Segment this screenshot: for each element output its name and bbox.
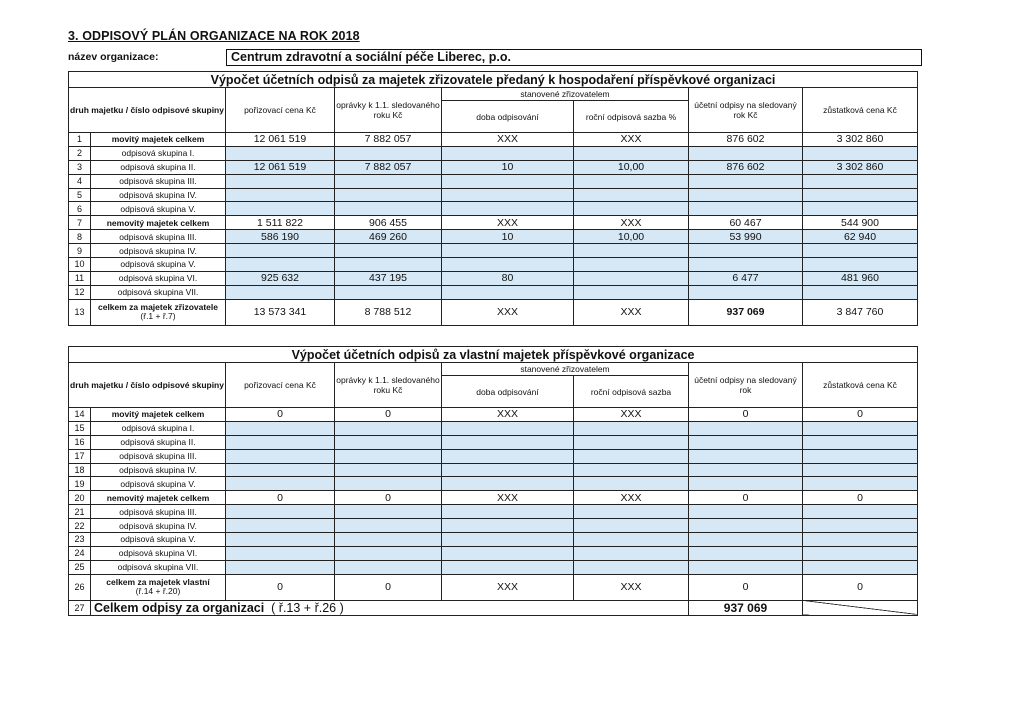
depreciation-cell[interactable] bbox=[689, 285, 803, 299]
row-number: 4 bbox=[69, 174, 91, 188]
row-number: 17 bbox=[69, 449, 91, 463]
row-label: movitý majetek celkem bbox=[91, 408, 226, 422]
row-number: 18 bbox=[69, 463, 91, 477]
header-period: doba odpisování bbox=[442, 376, 574, 408]
cost-cell[interactable] bbox=[226, 533, 335, 547]
corrections-cell[interactable] bbox=[335, 435, 442, 449]
rate-cell[interactable]: XXX bbox=[574, 491, 689, 505]
depreciation-cell[interactable] bbox=[689, 533, 803, 547]
grand-total-depreciation: 937 069 bbox=[689, 600, 803, 615]
row-label: odpisová skupina IV. bbox=[91, 188, 226, 202]
cost-cell[interactable] bbox=[226, 258, 335, 272]
rate-cell[interactable]: 10,00 bbox=[574, 230, 689, 244]
total-row bbox=[69, 299, 918, 325]
header-asset-group: druh majetku / číslo odpisové skupiny bbox=[69, 363, 226, 408]
total-cost-cell: 13 573 341 bbox=[226, 299, 335, 325]
grand-total-range: ( ř.13 + ř.26 ) bbox=[271, 600, 344, 615]
total-label-range: (ř.1 + ř.7) bbox=[140, 311, 176, 322]
corrections-cell[interactable] bbox=[335, 285, 442, 299]
corrections-cell[interactable]: 906 455 bbox=[335, 216, 442, 230]
depreciation-cell[interactable] bbox=[689, 477, 803, 491]
period-cell[interactable] bbox=[442, 285, 574, 299]
header-corrections: oprávky k 1.1. sledovaného roku Kč bbox=[335, 363, 442, 408]
header-asset-group: druh majetku / číslo odpisové skupiny bbox=[69, 88, 226, 133]
row-label: nemovitý majetek celkem bbox=[91, 216, 226, 230]
cost-cell[interactable] bbox=[226, 244, 335, 258]
row-label: nemovitý majetek celkem bbox=[91, 491, 226, 505]
row-number: 10 bbox=[69, 258, 91, 272]
period-cell[interactable] bbox=[442, 560, 574, 574]
total-label-text: celkem za majetek zřizovatele bbox=[97, 301, 218, 312]
period-cell[interactable]: XXX bbox=[442, 491, 574, 505]
cost-cell[interactable]: 925 632 bbox=[226, 271, 335, 285]
table-row bbox=[69, 533, 918, 547]
depreciation-cell[interactable] bbox=[689, 560, 803, 574]
depreciation-cell[interactable]: 0 bbox=[689, 491, 803, 505]
row-number: 12 bbox=[69, 285, 91, 299]
period-cell[interactable] bbox=[442, 449, 574, 463]
header-residual: zůstatková cena Kč bbox=[803, 88, 918, 133]
residual-cell[interactable] bbox=[803, 174, 918, 188]
row-label: odpisová skupina IV. bbox=[91, 519, 226, 533]
corrections-cell[interactable] bbox=[335, 533, 442, 547]
row-number: 14 bbox=[69, 408, 91, 422]
row-label: odpisová skupina V. bbox=[91, 477, 226, 491]
corrections-cell[interactable] bbox=[335, 174, 442, 188]
depreciation-cell[interactable] bbox=[689, 202, 803, 216]
row-label: odpisová skupina V. bbox=[91, 533, 226, 547]
residual-cell[interactable] bbox=[803, 202, 918, 216]
table-row bbox=[69, 435, 918, 449]
rate-cell[interactable] bbox=[574, 463, 689, 477]
residual-cell[interactable]: 3 302 860 bbox=[803, 133, 918, 147]
residual-cell[interactable]: 62 940 bbox=[803, 230, 918, 244]
header-cost: pořizovací cena Kč bbox=[226, 363, 335, 408]
total-label bbox=[91, 299, 226, 325]
header-depreciation: účetní odpisy na sledovaný rok Kč bbox=[689, 88, 803, 133]
depreciation-cell[interactable] bbox=[689, 463, 803, 477]
period-cell[interactable]: XXX bbox=[442, 133, 574, 147]
table-row bbox=[69, 491, 918, 505]
depreciation-cell[interactable]: 0 bbox=[689, 408, 803, 422]
table-row bbox=[69, 546, 918, 560]
corrections-cell[interactable]: 7 882 057 bbox=[335, 160, 442, 174]
corrections-cell[interactable] bbox=[335, 477, 442, 491]
rate-cell[interactable] bbox=[574, 560, 689, 574]
period-cell[interactable] bbox=[442, 463, 574, 477]
period-cell[interactable] bbox=[442, 244, 574, 258]
total-label bbox=[91, 574, 226, 600]
residual-cell[interactable] bbox=[803, 505, 918, 519]
residual-cell[interactable] bbox=[803, 435, 918, 449]
row-label: odpisová skupina III. bbox=[91, 230, 226, 244]
table-row bbox=[69, 244, 918, 258]
period-cell[interactable] bbox=[442, 519, 574, 533]
row-number: 11 bbox=[69, 271, 91, 285]
cost-cell[interactable] bbox=[226, 188, 335, 202]
corrections-cell[interactable]: 469 260 bbox=[335, 230, 442, 244]
total-label-range: (ř.14 + ř.20) bbox=[135, 586, 181, 597]
row-label: odpisová skupina IV. bbox=[91, 463, 226, 477]
table-row bbox=[69, 133, 918, 147]
row-number: 15 bbox=[69, 421, 91, 435]
header-residual: zůstatková cena Kč bbox=[803, 363, 918, 408]
residual-cell[interactable] bbox=[803, 258, 918, 272]
row-number: 19 bbox=[69, 477, 91, 491]
row-number: 22 bbox=[69, 519, 91, 533]
residual-cell[interactable] bbox=[803, 421, 918, 435]
depreciation-cell[interactable]: 53 990 bbox=[689, 230, 803, 244]
section2-title: Výpočet účetních odpisů za vlastní majetek příspěvkové organizace bbox=[69, 347, 918, 363]
cost-cell[interactable] bbox=[226, 519, 335, 533]
table-row bbox=[69, 188, 918, 202]
table-row bbox=[69, 216, 918, 230]
residual-cell[interactable] bbox=[803, 533, 918, 547]
corrections-cell[interactable] bbox=[335, 505, 442, 519]
table-row bbox=[69, 258, 918, 272]
rate-cell[interactable] bbox=[574, 505, 689, 519]
depreciation-cell[interactable]: 60 467 bbox=[689, 216, 803, 230]
period-cell[interactable] bbox=[442, 146, 574, 160]
total-row bbox=[69, 574, 918, 600]
row-number: 9 bbox=[69, 244, 91, 258]
table-row bbox=[69, 160, 918, 174]
rate-cell[interactable]: XXX bbox=[574, 216, 689, 230]
row-label: odpisová skupina VI. bbox=[91, 271, 226, 285]
total-rate-cell: XXX bbox=[574, 574, 689, 600]
header-rate: roční odpisová sazba % bbox=[574, 101, 689, 133]
table-row bbox=[69, 271, 918, 285]
row-label: movitý majetek celkem bbox=[91, 133, 226, 147]
cost-cell[interactable]: 12 061 519 bbox=[226, 160, 335, 174]
rate-cell[interactable] bbox=[574, 285, 689, 299]
total-depreciation-cell: 937 069 bbox=[689, 299, 803, 325]
cost-cell[interactable] bbox=[226, 449, 335, 463]
corrections-cell[interactable] bbox=[335, 463, 442, 477]
rate-cell[interactable] bbox=[574, 477, 689, 491]
row-label: odpisová skupina I. bbox=[91, 421, 226, 435]
corrections-cell[interactable]: 0 bbox=[335, 491, 442, 505]
residual-cell[interactable]: 0 bbox=[803, 408, 918, 422]
period-cell[interactable] bbox=[442, 421, 574, 435]
corrections-cell[interactable] bbox=[335, 202, 442, 216]
rate-cell[interactable]: XXX bbox=[574, 408, 689, 422]
row-number: 24 bbox=[69, 546, 91, 560]
cost-cell[interactable] bbox=[226, 174, 335, 188]
period-cell[interactable]: 10 bbox=[442, 230, 574, 244]
corrections-cell[interactable] bbox=[335, 244, 442, 258]
total-period-cell: XXX bbox=[442, 574, 574, 600]
rate-cell[interactable] bbox=[574, 258, 689, 272]
cost-cell[interactable]: 0 bbox=[226, 491, 335, 505]
row-number: 13 bbox=[69, 299, 91, 325]
residual-cell[interactable]: 3 302 860 bbox=[803, 160, 918, 174]
residual-cell[interactable] bbox=[803, 560, 918, 574]
header-corrections: oprávky k 1.1. sledovaného roku Kč bbox=[335, 88, 442, 133]
rate-cell[interactable] bbox=[574, 449, 689, 463]
section1-title: Výpočet účetních odpisů za majetek zřizovatele předaný k hospodaření příspěvkové organizaci bbox=[69, 72, 918, 88]
rate-cell[interactable] bbox=[574, 435, 689, 449]
grand-total-residual-crossed bbox=[803, 600, 918, 615]
cost-cell[interactable] bbox=[226, 202, 335, 216]
period-cell[interactable] bbox=[442, 533, 574, 547]
depreciation-cell[interactable] bbox=[689, 546, 803, 560]
cost-cell[interactable] bbox=[226, 463, 335, 477]
row-label: odpisová skupina VII. bbox=[91, 285, 226, 299]
period-cell[interactable] bbox=[442, 505, 574, 519]
total-cost-cell: 0 bbox=[226, 574, 335, 600]
cost-cell[interactable] bbox=[226, 285, 335, 299]
total-rate-cell: XXX bbox=[574, 299, 689, 325]
residual-cell[interactable] bbox=[803, 285, 918, 299]
depreciation-cell[interactable] bbox=[689, 505, 803, 519]
row-number: 20 bbox=[69, 491, 91, 505]
period-cell[interactable] bbox=[442, 174, 574, 188]
table-row bbox=[69, 560, 918, 574]
depreciation-cell[interactable] bbox=[689, 146, 803, 160]
residual-cell[interactable]: 0 bbox=[803, 491, 918, 505]
row-number: 16 bbox=[69, 435, 91, 449]
rate-cell[interactable] bbox=[574, 174, 689, 188]
total-residual-cell: 3 847 760 bbox=[803, 299, 918, 325]
cost-cell[interactable] bbox=[226, 435, 335, 449]
corrections-cell[interactable] bbox=[335, 188, 442, 202]
corrections-cell[interactable] bbox=[335, 421, 442, 435]
row-number: 27 bbox=[69, 600, 91, 615]
cost-cell[interactable] bbox=[226, 546, 335, 560]
corrections-cell[interactable] bbox=[335, 146, 442, 160]
cost-cell[interactable]: 0 bbox=[226, 408, 335, 422]
period-cell[interactable] bbox=[442, 258, 574, 272]
period-cell[interactable]: XXX bbox=[442, 408, 574, 422]
rate-cell[interactable] bbox=[574, 188, 689, 202]
row-label: odpisová skupina VI. bbox=[91, 546, 226, 560]
row-number: 8 bbox=[69, 230, 91, 244]
row-label: odpisová skupina IV. bbox=[91, 244, 226, 258]
table-row bbox=[69, 463, 918, 477]
header-set-by-founder: stanovené zřizovatelem bbox=[442, 88, 689, 101]
org-name-field: Centrum zdravotní a sociální péče Liberec, p.o. bbox=[226, 49, 922, 66]
cost-cell[interactable] bbox=[226, 505, 335, 519]
header-set-by-founder: stanovené zřizovatelem bbox=[442, 363, 689, 376]
rate-cell[interactable] bbox=[574, 533, 689, 547]
depreciation-cell[interactable] bbox=[689, 421, 803, 435]
depreciation-cell[interactable] bbox=[689, 435, 803, 449]
period-cell[interactable] bbox=[442, 477, 574, 491]
rate-cell[interactable] bbox=[574, 519, 689, 533]
table-row bbox=[69, 174, 918, 188]
total-depreciation-cell: 0 bbox=[689, 574, 803, 600]
depreciation-cell[interactable] bbox=[689, 188, 803, 202]
row-number: 26 bbox=[69, 574, 91, 600]
cost-cell[interactable] bbox=[226, 421, 335, 435]
row-number: 23 bbox=[69, 533, 91, 547]
depreciation-cell[interactable] bbox=[689, 449, 803, 463]
cost-cell[interactable] bbox=[226, 560, 335, 574]
row-number: 2 bbox=[69, 146, 91, 160]
residual-cell[interactable]: 481 960 bbox=[803, 271, 918, 285]
row-number: 5 bbox=[69, 188, 91, 202]
residual-cell[interactable] bbox=[803, 546, 918, 560]
residual-cell[interactable] bbox=[803, 449, 918, 463]
cost-cell[interactable]: 12 061 519 bbox=[226, 133, 335, 147]
row-label: odpisová skupina III. bbox=[91, 505, 226, 519]
row-number: 6 bbox=[69, 202, 91, 216]
period-cell[interactable] bbox=[442, 202, 574, 216]
row-label: odpisová skupina V. bbox=[91, 202, 226, 216]
rate-cell[interactable]: 10,00 bbox=[574, 160, 689, 174]
cost-cell[interactable]: 1 511 822 bbox=[226, 216, 335, 230]
table-row bbox=[69, 519, 918, 533]
period-cell[interactable] bbox=[442, 435, 574, 449]
row-number: 7 bbox=[69, 216, 91, 230]
row-number: 25 bbox=[69, 560, 91, 574]
corrections-cell[interactable]: 7 882 057 bbox=[335, 133, 442, 147]
corrections-cell[interactable]: 0 bbox=[335, 408, 442, 422]
table-row bbox=[69, 408, 918, 422]
row-label: odpisová skupina II. bbox=[91, 160, 226, 174]
org-name-label: název organizace: bbox=[68, 51, 159, 63]
grand-total-label bbox=[91, 600, 689, 615]
depreciation-cell[interactable]: 876 602 bbox=[689, 133, 803, 147]
cost-cell[interactable] bbox=[226, 477, 335, 491]
row-label: odpisová skupina V. bbox=[91, 258, 226, 272]
row-number: 3 bbox=[69, 160, 91, 174]
period-cell[interactable]: XXX bbox=[442, 216, 574, 230]
depreciation-cell[interactable]: 6 477 bbox=[689, 271, 803, 285]
cost-cell[interactable] bbox=[226, 146, 335, 160]
rate-cell[interactable] bbox=[574, 271, 689, 285]
founder-assets-table bbox=[68, 71, 918, 326]
residual-cell[interactable] bbox=[803, 146, 918, 160]
cost-cell[interactable]: 586 190 bbox=[226, 230, 335, 244]
table-row bbox=[69, 285, 918, 299]
rate-cell[interactable]: XXX bbox=[574, 133, 689, 147]
total-corrections-cell: 8 788 512 bbox=[335, 299, 442, 325]
table-row bbox=[69, 505, 918, 519]
depreciation-cell[interactable]: 876 602 bbox=[689, 160, 803, 174]
grand-total-row bbox=[69, 600, 918, 615]
period-cell[interactable]: 10 bbox=[442, 160, 574, 174]
depreciation-cell[interactable] bbox=[689, 519, 803, 533]
residual-cell[interactable]: 544 900 bbox=[803, 216, 918, 230]
row-label: odpisová skupina VII. bbox=[91, 560, 226, 574]
table-row bbox=[69, 202, 918, 216]
corrections-cell[interactable] bbox=[335, 560, 442, 574]
rate-cell[interactable] bbox=[574, 421, 689, 435]
row-number: 1 bbox=[69, 133, 91, 147]
rate-cell[interactable] bbox=[574, 244, 689, 258]
period-cell[interactable] bbox=[442, 546, 574, 560]
corrections-cell[interactable] bbox=[335, 546, 442, 560]
row-label: odpisová skupina III. bbox=[91, 174, 226, 188]
rate-cell[interactable] bbox=[574, 202, 689, 216]
grand-total-text: Celkem odpisy za organizaci bbox=[94, 600, 265, 615]
table-row bbox=[69, 421, 918, 435]
depreciation-cell[interactable] bbox=[689, 244, 803, 258]
row-label: odpisová skupina I. bbox=[91, 146, 226, 160]
row-label: odpisová skupina III. bbox=[91, 449, 226, 463]
corrections-cell[interactable] bbox=[335, 258, 442, 272]
corrections-cell[interactable]: 437 195 bbox=[335, 271, 442, 285]
residual-cell[interactable] bbox=[803, 477, 918, 491]
residual-cell[interactable] bbox=[803, 244, 918, 258]
total-residual-cell: 0 bbox=[803, 574, 918, 600]
document-title: 3. ODPISOVÝ PLÁN ORGANIZACE NA ROK 2018 bbox=[68, 29, 360, 43]
corrections-cell[interactable] bbox=[335, 519, 442, 533]
table-row bbox=[69, 449, 918, 463]
period-cell[interactable] bbox=[442, 188, 574, 202]
row-label: odpisová skupina II. bbox=[91, 435, 226, 449]
depreciation-cell[interactable] bbox=[689, 174, 803, 188]
header-cost: pořizovací cena Kč bbox=[226, 88, 335, 133]
row-number: 21 bbox=[69, 505, 91, 519]
period-cell[interactable]: 80 bbox=[442, 271, 574, 285]
table-row bbox=[69, 477, 918, 491]
header-period: doba odpisování bbox=[442, 101, 574, 133]
table-row bbox=[69, 230, 918, 244]
rate-cell[interactable] bbox=[574, 546, 689, 560]
header-depreciation: účetní odpisy na sledovaný rok bbox=[689, 363, 803, 408]
corrections-cell[interactable] bbox=[335, 449, 442, 463]
residual-cell[interactable] bbox=[803, 463, 918, 477]
header-rate: roční odpisová sazba bbox=[574, 376, 689, 408]
residual-cell[interactable] bbox=[803, 519, 918, 533]
total-label-text: celkem za majetek vlastní bbox=[106, 576, 210, 587]
table-row bbox=[69, 146, 918, 160]
total-corrections-cell: 0 bbox=[335, 574, 442, 600]
residual-cell[interactable] bbox=[803, 188, 918, 202]
own-assets-table bbox=[68, 346, 918, 616]
rate-cell[interactable] bbox=[574, 146, 689, 160]
total-period-cell: XXX bbox=[442, 299, 574, 325]
depreciation-cell[interactable] bbox=[689, 258, 803, 272]
